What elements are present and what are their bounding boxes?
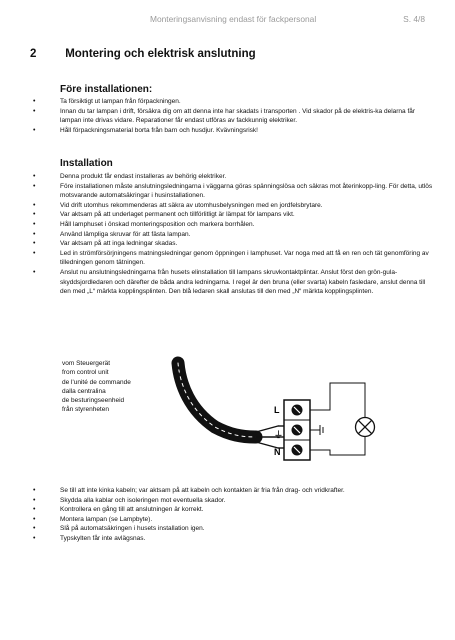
fore-installation-heading: Före installationen: [60,84,153,95]
terminal-block-icon [274,400,310,460]
page-header-title: Monteringsanvisning endast för fackpersonal [150,14,317,24]
list-item: • Håll lamphuset i önskad monteringsposition och markera borrhålen. [33,220,433,230]
earth-symbol: ⏚ [274,430,284,440]
lamp-symbol-icon [356,418,375,437]
list-item: • Slå på automatsäkringen i husets installation igen. [33,524,433,534]
figure-label: från styrenheten [62,406,109,414]
fore-installation-list [33,97,433,135]
installation-list [33,172,433,297]
list-item: • Håll förpackningsmaterial borta från barn och husdjur. Kvävningsrisk! [33,126,433,136]
list-item: • Denna produkt får endast installeras av behörig elektriker. [33,172,433,182]
list-item: • Före installationen måste anslutningsledningarna i väggarna göras spänningslösa och säkras mot återinkopp-ling. För detta, utlös motsvarande automatsäkringar i husinstallationen. [33,182,433,201]
terminal-label-n: N [274,447,281,457]
list-item: • Se till att inte kinka kabeln; var aktsam på att kabeln och kontakten är fria från drag- och vridkrafter. [33,486,433,496]
section-title: Montering och elektrisk anslutning [65,48,256,60]
list-item: • Anslut nu anslutningsledningarna från husets elinstallation till lampans skruvkontaktplintar. Anslut först den grön-gula-skyddsjordledaren och därefter de båda andra ledningarna. I regel är den bruna (eller svarta) kabeln fasledare, anslut denna till den med „L“ märkta kopplingsplinten. Den blå ledaren skall anslutas till den med „N“ märkta kopplingsplinten. [33,268,433,297]
figure-label: from control unit [62,369,109,377]
list-item: • Ta försiktigt ut lampan från förpackningen. [33,97,433,107]
section-heading [30,48,430,60]
figure-label: de besturingseenheid [62,397,125,405]
list-item: • Skydda alla kablar och isoleringen mot eventuella skador. [33,496,433,506]
wiring-diagram [160,355,385,475]
after-installation-list [33,486,433,544]
list-item: • Typskylten får inte avlägsnas. [33,534,433,544]
figure-label: de l'unité de commande [62,378,131,386]
lamp-circuit-wires [310,383,365,455]
list-item: • Kontrollera en gång till att anslutningen är korrekt. [33,505,433,515]
section-number: 2 [30,48,37,60]
list-item: • Led in strömförsörjningens matningsledningar genom öppningen i lamphuset. Var noga med att få en ren och tät genomföring av tilledningen genom tätningen. [33,249,433,268]
figure-source-labels [62,359,131,415]
list-item: • Var aktsam på att underlaget permanent och tillförlitligt är lämpat för lampans vikt. [33,210,433,220]
cable-icon [174,363,278,448]
page-number: S. 4/8 [403,14,425,24]
list-item: • Montera lampan (se Lampbyte). [33,515,433,525]
list-item: • Använd lämpliga skruvar för att fästa lampan. [33,230,433,240]
list-item: • Vid drift utomhus rekommenderas att säkra av utomhusbelysningen med en jordfelsbrytare. [33,201,433,211]
list-item: • Innan du tar lampan i drift, försäkra dig om att denna inte har skadats i transporten . Vid skador på de elektris-ka delarna får lampan inte drivas vidare. Reparationer får endast utföras av fackkunnig elektriker. [33,107,433,126]
figure-label: vom Steuergerät [62,360,111,367]
installation-heading: Installation [60,158,113,169]
figure-label: dalla centralina [62,387,106,395]
terminal-label-l: L [274,405,280,415]
list-item: • Var aktsam på att inga ledningar skadas. [33,239,433,249]
